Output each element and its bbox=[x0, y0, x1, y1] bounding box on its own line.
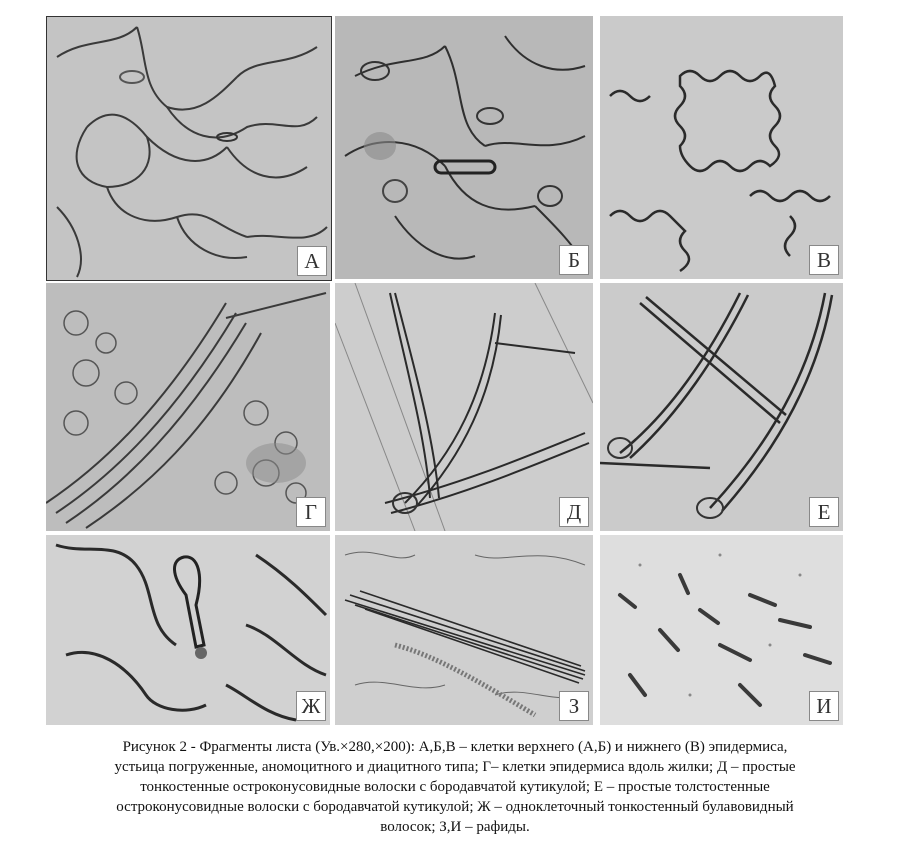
panel-label: Б bbox=[559, 245, 589, 275]
club-shaped-hair-image bbox=[46, 535, 330, 725]
micrograph-panel-i bbox=[600, 535, 843, 725]
caption-line: тонкостенные остроконусовидные волоски с бородавчатой кутикулой; Е – простые толстостенные bbox=[140, 779, 770, 795]
thin-walled-hairs-image bbox=[335, 283, 593, 531]
micrograph-panel-a bbox=[46, 16, 332, 281]
panel-label: В bbox=[809, 245, 839, 275]
panel-label: А bbox=[297, 246, 327, 276]
figure-caption bbox=[30, 737, 880, 837]
epidermis-cells-image bbox=[47, 17, 331, 280]
micrograph-panel-z bbox=[335, 535, 593, 725]
wavy-epidermis-image bbox=[600, 16, 843, 279]
panel-label: И bbox=[809, 691, 839, 721]
caption-line: волосок; З,И – рафиды. bbox=[380, 819, 530, 835]
panel-label: З bbox=[559, 691, 589, 721]
caption-line: остроконусовидные волоски с бородавчатой кутикулой; Ж – одноклеточный тонкостенный булавовидный bbox=[116, 799, 794, 815]
micrograph-panel-b bbox=[335, 16, 593, 279]
caption-line: Рисунок 2 - Фрагменты листа (Ув.×280,×200): А,Б,В – клетки верхнего (А,Б) и нижнего (В) эпидермиса, bbox=[122, 739, 788, 755]
panel-label: Г bbox=[296, 497, 326, 527]
micrograph-panel-g bbox=[46, 283, 330, 531]
stomata-cells-image bbox=[335, 16, 593, 279]
panel-label: Ж bbox=[296, 691, 326, 721]
vein-epidermis-image bbox=[46, 283, 330, 531]
raphides-bundle-image bbox=[335, 535, 593, 725]
caption-line: устьица погруженные, аномоцитного и диацитного типа; Г– клетки эпидермиса вдоль жилки; Д – простые bbox=[114, 759, 796, 775]
micrograph-panel-zh bbox=[46, 535, 330, 725]
panel-label: Е bbox=[809, 497, 839, 527]
micrograph-panel-d bbox=[335, 283, 593, 531]
raphides-scatter-image bbox=[600, 535, 843, 725]
micrograph-panel-e bbox=[600, 283, 843, 531]
panel-label: Д bbox=[559, 497, 589, 527]
thick-walled-hairs-image bbox=[600, 283, 843, 531]
micrograph-panel-v bbox=[600, 16, 843, 279]
